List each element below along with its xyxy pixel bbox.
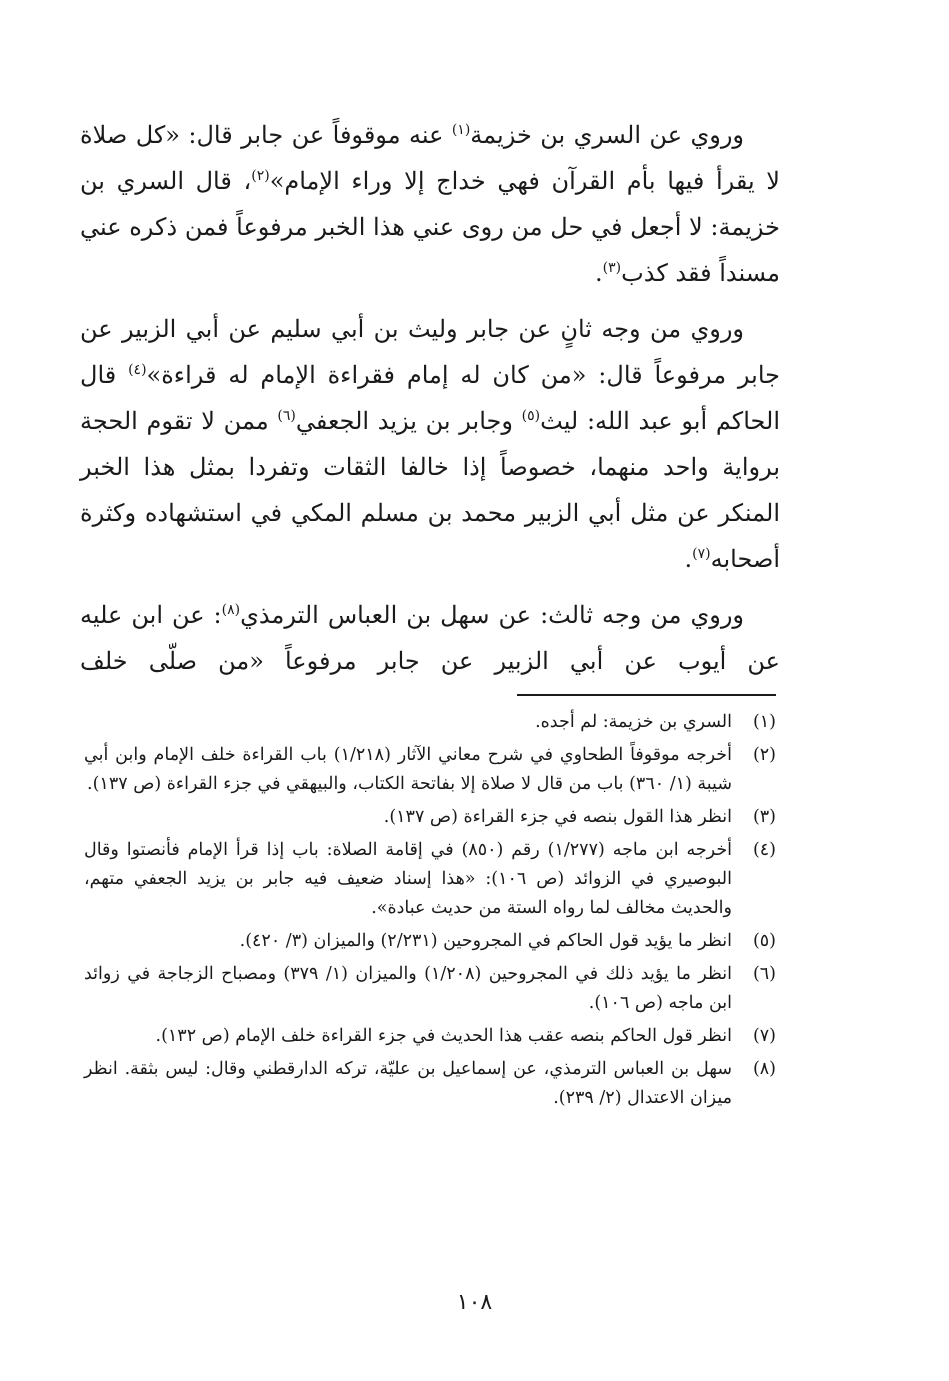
paragraph-1-text: ، قال السري بن خزيمة: لا أجعل في حل من روى عني هذا الخبر مرفوعاً فمن ذكره عني مسنداً فقد كذب: [80, 167, 780, 287]
paragraph-2-text: ممن لا تقوم الحجة برواية واحد منهما، خصوصاً إذا خالفا الثقات وتفردا بمثل هذا الخبر المنكر عن مثل أبي الزبير محمد بن مسلم المكي في استشهاده وكثرة أصحابه: [80, 407, 780, 573]
footnote-ref-8[interactable]: (٨): [221, 602, 241, 618]
paragraph-1-text: عنه موقوفاً عن جابر قال: «كل صلاة لا يقرأ فيها بأم القرآن فهي خداج إلا وراء الإمام»: [80, 121, 780, 195]
footnote-separator: [517, 694, 776, 696]
footnote-4: [84, 836, 776, 923]
footnote-ref-3[interactable]: (٣): [602, 260, 622, 276]
footnote-number: (٤): [752, 840, 776, 860]
footnote-5: [84, 927, 776, 956]
footnote-text: أخرجه موقوفاً الطحاوي في شرح معاني الآثار (١/٢١٨) باب القراءة خلف الإمام وابن أبي شيبة (١/ ٣٦٠) باب من قال لا صلاة إلا بفاتحة الكتاب، والبيهقي في جزء القراءة (ص ١٣٧).: [84, 745, 732, 794]
footnote-text: انظر قول الحاكم بنصه عقب هذا الحديث في جزء القراءة خلف الإمام (ص ١٣٢).: [155, 1026, 732, 1046]
footnote-number: (١): [752, 712, 776, 732]
paragraph-2-text: قال الحاكم أبو عبد الله: ليث: [80, 361, 780, 435]
footnote-ref-7[interactable]: (٧): [692, 546, 711, 562]
paragraph-2-text: وروي من وجه ثانٍ عن جابر وليث بن أبي سليم عن أبي الزبير عن جابر مرفوعاً قال: «من كان له إمام فقراءة الإمام له قراءة»: [80, 315, 780, 389]
footnote-ref-2[interactable]: (٢): [251, 168, 270, 184]
footnote-number: (٨): [752, 1059, 776, 1079]
footnote-8: [84, 1055, 776, 1113]
page-number: ١٠٨: [456, 1290, 493, 1315]
footnote-ref-5[interactable]: (٥): [521, 408, 541, 424]
main-text: [80, 112, 780, 694]
footnote-number: (٢): [752, 745, 776, 765]
footnotes: [84, 708, 776, 1117]
footnote-number: (٥): [752, 931, 776, 951]
paragraph-3: [80, 592, 780, 684]
paragraph-1: [80, 112, 780, 296]
paragraph-2: [80, 306, 780, 582]
footnote-text: السري بن خزيمة: لم أجده.: [535, 712, 732, 732]
footnote-text: انظر هذا القول بنصه في جزء القراءة (ص ١٣٧).: [383, 807, 732, 827]
footnote-1: [84, 708, 776, 737]
footnote-number: (٧): [752, 1026, 776, 1046]
footnote-text: انظر ما يؤيد قول الحاكم في المجروحين (٢/٢٣١) والميزان (٣/ ٤٢٠).: [239, 931, 732, 951]
footnote-6: [84, 960, 776, 1018]
footnote-number: (٣): [752, 807, 776, 827]
footnote-ref-1[interactable]: (١): [451, 122, 471, 138]
footnote-3: [84, 803, 776, 832]
footnote-ref-6[interactable]: (٦): [277, 408, 296, 424]
footnote-2: [84, 741, 776, 799]
footnote-text: سهل بن العباس الترمذي، عن إسماعيل بن عليّة، تركه الدارقطني وقال: ليس بثقة. انظر ميزان الاعتدال (٢/ ٢٣٩).: [84, 1059, 732, 1108]
paragraph-1-text: .: [595, 259, 603, 287]
footnote-text: انظر ما يؤيد ذلك في المجروحين (١/٢٠٨) والميزان (١/ ٣٧٩) ومصباح الزجاجة في زوائد ابن ماجه (ص ١٠٦).: [84, 964, 732, 1013]
paragraph-2-text: وجابر بن يزيد الجعفي: [295, 407, 522, 435]
footnote-ref-4[interactable]: (٤): [128, 362, 147, 378]
footnote-number: (٦): [752, 964, 776, 984]
paragraph-2-text: .: [684, 545, 693, 573]
paragraph-3-text: وروي من وجه ثالث: عن سهل بن العباس الترمذي: [240, 601, 744, 629]
paragraph-1-text: وروي عن السري بن خزيمة: [470, 121, 744, 149]
footnote-text: أخرجه ابن ماجه (١/٢٧٧) رقم (٨٥٠) في إقامة الصلاة: باب إذا قرأ الإمام فأنصتوا وقال البوصيري في الزوائد (ص ١٠٦): «هذا إسناد ضعيف فيه جابر بن يزيد الجعفي متهم، والحديث مخالف لما رواه الستة من حديث عبادة».: [84, 840, 732, 918]
footnote-7: [84, 1022, 776, 1051]
paragraph-3-text: : عن ابن عليه عن أيوب عن أبي الزبير عن جابر مرفوعاً «من صلّى خلف: [80, 601, 780, 675]
